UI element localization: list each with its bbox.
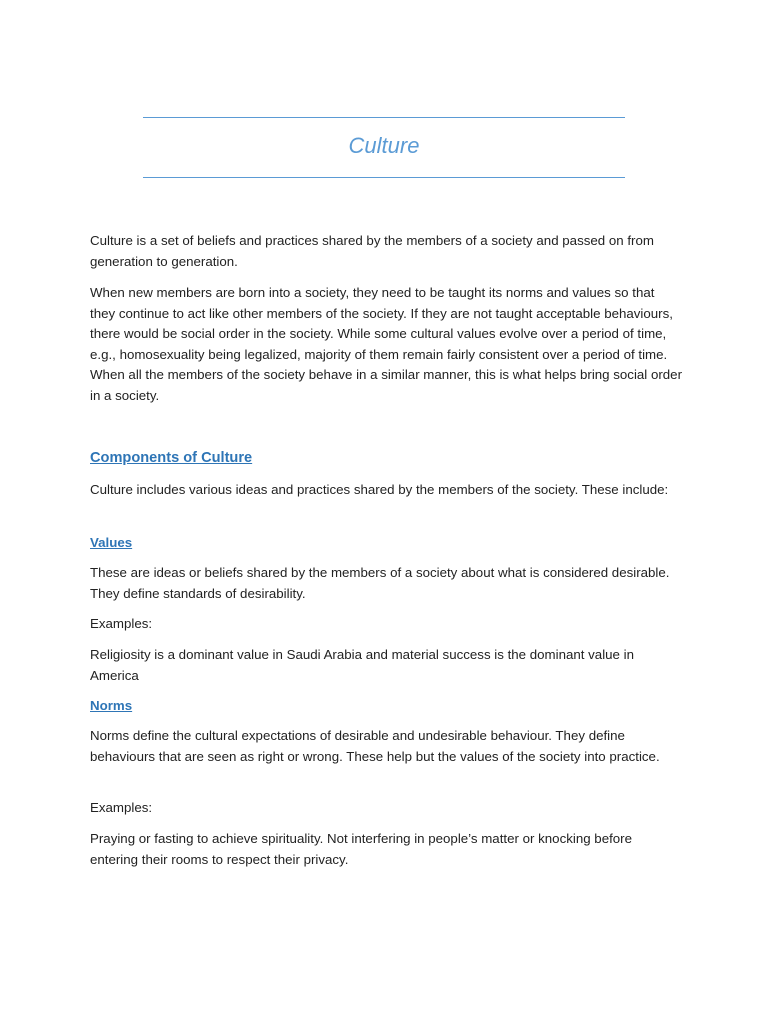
values-example: Religiosity is a dominant value in Saudi Arabia and material success is the dominant value in America [90, 647, 634, 683]
norms-examples-label: Examples: [90, 800, 153, 815]
values-examples-label: Examples: [90, 616, 153, 631]
values-definition: These are ideas or beliefs shared by the members of a society about what is considered desirable. They define standards of desirability. [90, 565, 670, 601]
components-intro: Culture includes various ideas and practices shared by the members of the society. These include: [90, 482, 669, 497]
document-title: Culture [348, 133, 420, 158]
title-bottom-rule [143, 177, 625, 178]
title-top-rule [143, 117, 625, 118]
values-heading: Values [90, 535, 133, 550]
intro-paragraph-1: Culture is a set of beliefs and practices shared by the members of a society and passed on from generation to generation. [90, 233, 654, 269]
norms-example: Praying or fasting to achieve spirituality. Not interfering in people’s matter or knocking before entering their rooms to respect their privacy. [90, 831, 633, 867]
norms-heading: Norms [90, 698, 133, 713]
components-heading: Components of Culture [90, 450, 253, 466]
norms-definition: Norms define the cultural expectations of desirable and undesirable behaviour. They define behaviours that are seen as right or wrong. These help but the values of the society into practice. [90, 728, 660, 764]
intro-paragraph-2: When new members are born into a society, they need to be taught its norms and values so that they continue to act like other members of the society. If they are not taught acceptable behaviours, there would be social order in the society. While some cultural values evolve over a period of time, e.g., homosexuality being legalized, majority of them remain fairly consistent over a period of time. When all the members of the society behave in a similar manner, this is what helps bring social order in a society. [90, 285, 682, 403]
